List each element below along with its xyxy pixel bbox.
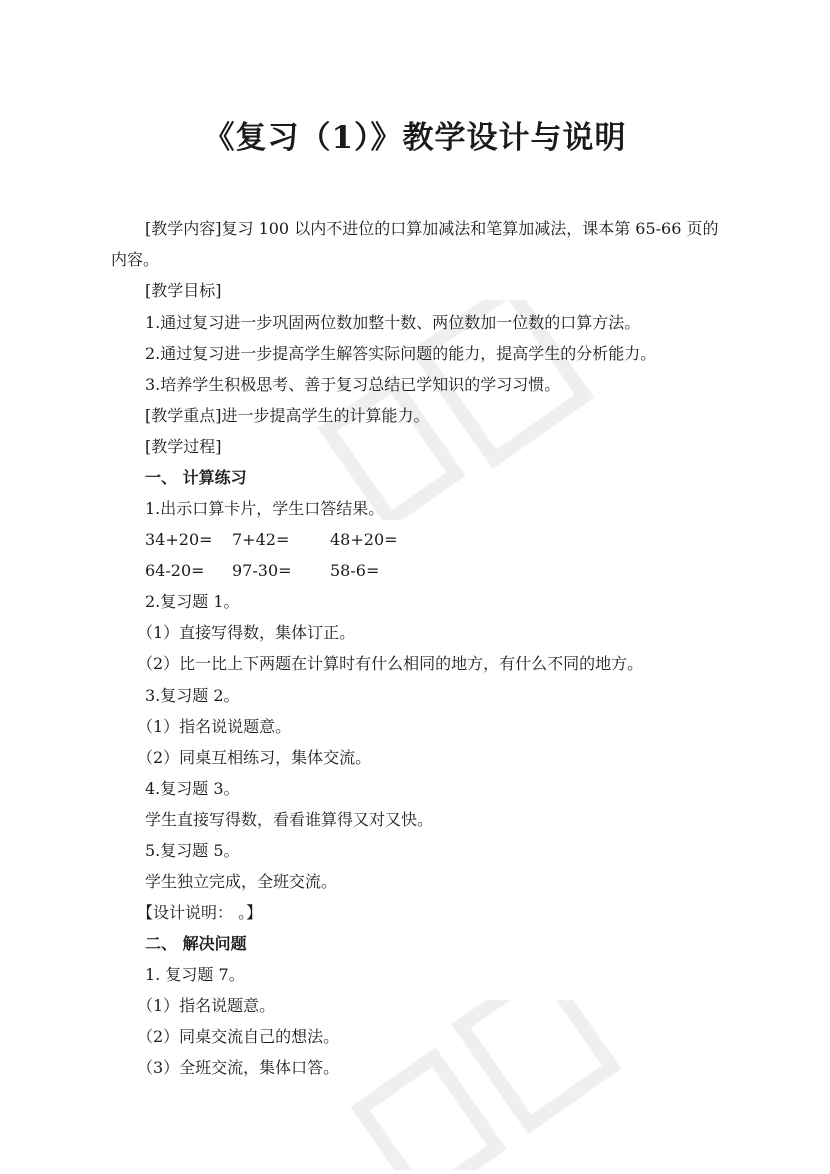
calc-item: 48+20= bbox=[330, 530, 398, 549]
section-1-step-3b: （2）同桌互相练习，集体交流。 bbox=[137, 748, 372, 767]
teaching-content-line1: [教学内容]复习 100 以内不进位的口算加减法和笔算加减法，课本第 65-66 页的 bbox=[145, 219, 719, 238]
design-note: 【设计说明： 。】 bbox=[137, 903, 263, 922]
calc-item: 97-30= bbox=[232, 561, 292, 580]
goal-1: 1.通过复习进一步巩固两位数加整十数、两位数加一位数的口算方法。 bbox=[145, 313, 641, 332]
calc-item: 7+42= bbox=[232, 530, 290, 549]
calc-item: 34+20= bbox=[145, 530, 213, 549]
teaching-content-line2: 内容。 bbox=[111, 250, 160, 269]
section-1-step-3a: （1）指名说说题意。 bbox=[137, 717, 292, 736]
teaching-key-point: [教学重点]进一步提高学生的计算能力。 bbox=[145, 406, 430, 425]
section-1-step-2a: （1）直接写得数，集体订正。 bbox=[137, 623, 356, 642]
section-1-step-2: 2.复习题 1。 bbox=[145, 592, 240, 611]
section-1-step-4a: 学生直接写得数，看看谁算得又对又快。 bbox=[145, 810, 434, 829]
teaching-goals-heading: [教学目标] bbox=[145, 281, 222, 300]
section-1-step-1: 1.出示口算卡片，学生口答结果。 bbox=[145, 499, 385, 518]
goal-3: 3.培养学生积极思考、善于复习总结已学知识的学习习惯。 bbox=[145, 375, 561, 394]
document-title: 《复习（1）》教学设计与说明 bbox=[203, 120, 627, 156]
section-2-step-1b: （2）同桌交流自己的想法。 bbox=[137, 1027, 340, 1046]
calc-item: 64-20= bbox=[145, 561, 205, 580]
section-1-step-2b: （2）比一比上下两题在计算时有什么相同的地方，有什么不同的地方。 bbox=[137, 654, 644, 673]
section-2-step-1a: （1）指名说题意。 bbox=[137, 996, 276, 1015]
section-2-heading: 二、 解决问题 bbox=[145, 934, 247, 953]
watermark-graphic-bottom bbox=[330, 1000, 650, 1170]
section-1-step-5a: 学生独立完成，全班交流。 bbox=[145, 872, 338, 891]
section-1-step-5: 5.复习题 5。 bbox=[145, 841, 240, 860]
section-2-step-1c: （3）全班交流，集体口答。 bbox=[137, 1058, 340, 1077]
calc-item: 58-6= bbox=[330, 561, 380, 580]
teaching-process-heading: [教学过程] bbox=[145, 437, 222, 456]
section-1-heading: 一、 计算练习 bbox=[145, 468, 247, 487]
section-1-step-3: 3.复习题 2。 bbox=[145, 686, 240, 705]
section-2-step-1: 1. 复习题 7。 bbox=[145, 965, 245, 984]
section-1-step-4: 4.复习题 3。 bbox=[145, 779, 240, 798]
goal-2: 2.通过复习进一步提高学生解答实际问题的能力，提高学生的分析能力。 bbox=[145, 344, 657, 363]
